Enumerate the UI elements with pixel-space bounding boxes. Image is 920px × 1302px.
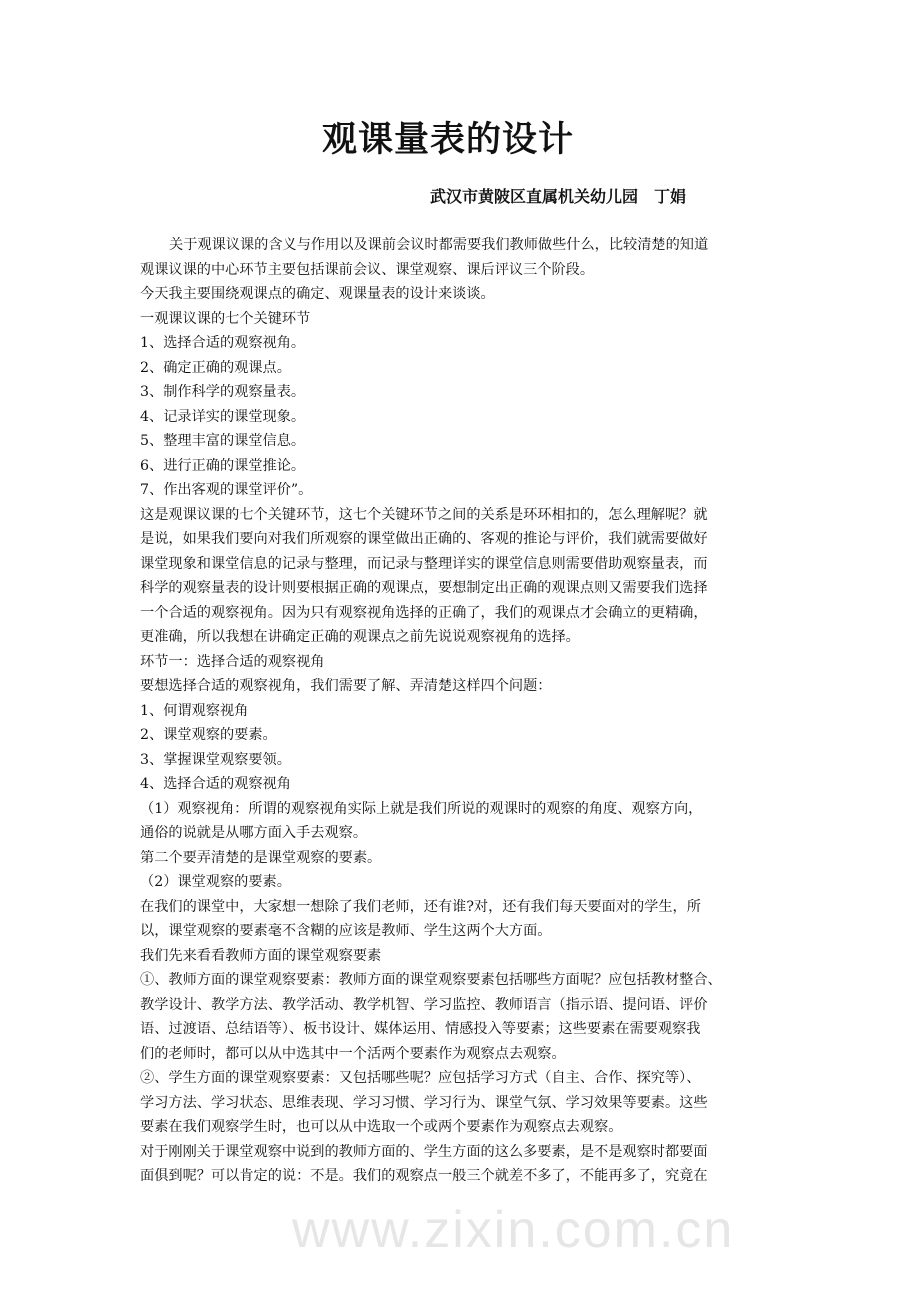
text-line: 7、作出客观的课堂评价”。 — [140, 482, 313, 498]
text-line: 5、整理丰富的课堂信息。 — [140, 433, 306, 449]
text-line: 6、进行正确的课堂推论。 — [140, 457, 306, 474]
text-line: 3、制作科学的观察量表。 — [140, 384, 306, 400]
text-line: 对于刚刚关于课堂观察中说到的教师方面的、学生方面的这么多要素，是不是观察时都要面 — [140, 1143, 708, 1160]
text-line: 通俗的说就是从哪方面入手去观察。 — [140, 825, 368, 841]
text-line: 关于观课议课的含义与作用以及课前会议时都需要我们教师做些什么，比较清楚的知道 — [169, 237, 709, 253]
text-line: 我们先来看看教师方面的课堂观察要素 — [140, 947, 382, 964]
text-line: 要想选择合适的观察视角，我们需要了解、弄清楚这样四个问题： — [140, 678, 552, 694]
document-title: 观课量表的设计 — [321, 119, 574, 160]
text-line: 4、记录详实的课堂现象。 — [140, 408, 306, 425]
text-line: 2、课堂观察的要素。 — [140, 727, 277, 743]
text-line: 面俱到呢？可以肯定的说：不是。我们的观察点一般三个就差不多了，不能再多了，究竟在 — [140, 1168, 708, 1184]
text-line: 2、确定正确的观课点。 — [140, 359, 291, 376]
text-line: 这是观课议课的七个关键环节，这七个关键环节之间的关系是环环相扣的，怎么理解呢？就 — [140, 506, 708, 523]
text-line: 第二个要弄清楚的是课堂观察的要素。 — [140, 849, 382, 866]
text-line: 学习方法、学习状态、思维表现、学习习惯、学习行为、课堂气氛、学习效果等要素。这些 — [140, 1094, 708, 1111]
document-body — [140, 233, 790, 1189]
text-line: 观课议课的中心环节主要包括课前会议、课堂观察、课后评议三个阶段。 — [140, 261, 595, 278]
text-line: 3、掌握课堂观察要领。 — [140, 751, 291, 768]
text-line: 们的老师时，都可以从中选其中一个活两个要素作为观察点去观察。 — [140, 1045, 566, 1062]
text-line: ②、学生方面的课堂观察要素：又包括哪些呢？应包括学习方式（自主、合作、探究等）、 — [140, 1070, 701, 1086]
text-line: （1）观察视角：所谓的观察视角实际上就是我们所说的观课时的观察的角度、观察方向， — [140, 800, 703, 817]
text-line: 今天我主要围绕观课点的确定、观课量表的设计来谈谈。 — [140, 286, 495, 302]
text-line: 在我们的课堂中，大家想一想除了我们老师，还有谁?对，还有我们每天要面对的学生，所 — [140, 898, 701, 915]
text-line: 是说，如果我们要向对我们所观察的课堂做出正确的、客观的推论与评价，我们就需要做好 — [140, 531, 708, 547]
text-line: 科学的观察量表的设计则要根据正确的观课点，要想制定出正确的观课点则又需要我们选择 — [140, 580, 708, 596]
text-line: 以，课堂观察的要素毫不含糊的应该是教师、学生这两个大方面。 — [140, 923, 552, 939]
text-line: 更准确，所以我想在讲确定正确的观课点之前先说说观察视角的选择。 — [140, 629, 580, 645]
text-line: 1、何谓观察视角 — [140, 702, 249, 719]
text-line: 课堂现象和课堂信息的记录与整理，而记录与整理详实的课堂信息则需要借助观察量表，而 — [140, 555, 708, 572]
text-line: 1、选择合适的观察视角。 — [140, 335, 306, 351]
text-line: 要素在我们观察学生时，也可以从中选取一个或两个要素作为观察点去观察。 — [140, 1119, 623, 1135]
text-line: 一个合适的观察视角。因为只有观察视角选择的正确了，我们的观课点才会确立的更精确， — [140, 604, 708, 621]
text-line: 教学设计、教学方法、教学活动、教学机智、学习监控、教师语言（指示语、提问语、评价 — [140, 996, 708, 1013]
text-line: 4、选择合适的观察视角 — [140, 776, 291, 792]
text-line: 环节一：选择合适的观察视角 — [140, 653, 325, 670]
document-author: 武汉市黄陂区直属机关幼儿园 丁娟 — [430, 187, 687, 206]
watermark: www.zixin.com.cn — [292, 1201, 735, 1259]
text-line: （2）课堂观察的要素。 — [140, 874, 291, 890]
text-line: 一观课议课的七个关键环节 — [140, 310, 311, 327]
text-line: ①、教师方面的课堂观察要素：教师方面的课堂观察要素包括哪些方面呢？应包括教材整合、 — [140, 972, 722, 988]
text-line: 语、过渡语、总结语等）、板书设计、媒体运用、情感投入等要素；这些要素在需要观察我 — [140, 1021, 701, 1037]
